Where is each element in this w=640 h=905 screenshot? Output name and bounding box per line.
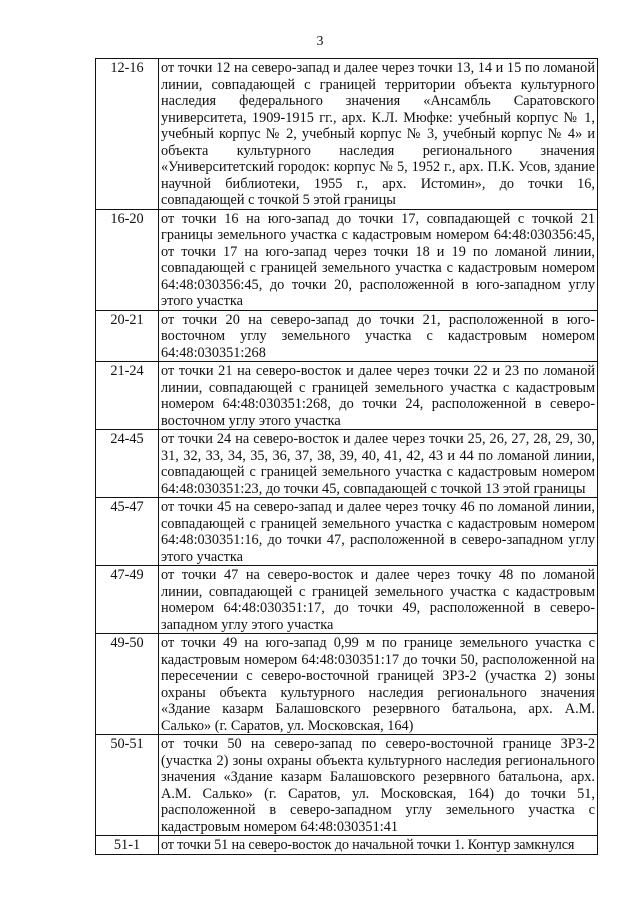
description-cell: от точки 24 на северо-восток и далее через точки 25, 26, 27, 28, 29, 30, 31, 32, 33, 34, 35, 36, 37, 38, 39, 40, 41, 42, 43 и 44 по ломаной линии, совпадающей с границей земельного участка с кадастровым номером 64:48:030351:23, до точки 45, совпадающей с точкой 13 этой границы: [159, 430, 598, 498]
table-row: [96, 59, 598, 210]
description-cell: от точки 20 на северо-запад до точки 21, расположенной в юго-восточном углу земельного участка с кадастровым номером 64:48:030351:268: [159, 310, 598, 362]
description-cell: от точки 50 на северо-запад по северо-восточной границе ЗРЗ-2 (участка 2) зоны охраны объекта культурного наследия регионального значения «Здание казарм Балашовского резервного батальона, арх. А.М. Салько» (г. Саратов, ул. Московская, 164) до точки 51, расположенной в северо-западном углу земельного участка с кадастровым номером 64:48:030351:41: [159, 735, 598, 836]
table-row: [96, 498, 598, 566]
description-cell: от точки 45 на северо-запад и далее через точку 46 по ломаной линии, совпадающей с границей земельного участка с кадастровым номером 64:48:030351:16, до точки 47, расположенной в северо-западном углу этого участка: [159, 498, 598, 566]
description-cell: от точки 12 на северо-запад и далее через точки 13, 14 и 15 по ломаной линии, совпадающей с границей территории объекта культурного наследия федерального значения «Ансамбль Саратовского университета, 1909-1915 гг., арх. К.Л. Мюфке: учебный корпус № 1, учебный корпус № 2, учебный корпус № 3, учебный корпус № 4» и объекта культурного наследия регионального значения «Университетский городок: корпус № 5, 1952 г., арх. П.К. Усов, здание научной библиотеки, 1955 г., арх. Истомин», до точки 16, совпадающей с точкой 5 этой границы: [159, 59, 598, 210]
description-cell: от точки 51 на северо-восток до начальной точки 1. Контур замкнулся: [159, 836, 598, 855]
segment-cell: 45-47: [96, 498, 159, 566]
description-cell: от точки 21 на северо-восток и далее через точки 22 и 23 по ломаной линии, совпадающей с границей земельного участка с кадастровым номером 64:48:030351:268, до точки 24, расположенной в северо-восточном углу этого участка: [159, 362, 598, 430]
table-row: [96, 634, 598, 735]
segment-cell: 51-1: [96, 836, 159, 855]
table-row: [96, 430, 598, 498]
segment-cell: 12-16: [96, 59, 159, 210]
table-row: [96, 362, 598, 430]
segment-cell: 49-50: [96, 634, 159, 735]
segment-cell: 16-20: [96, 209, 159, 310]
description-cell: от точки 16 на юго-запад до точки 17, совпадающей с точкой 21 границы земельного участка с кадастровым номером 64:48:030356:45, от точки 17 на юго-запад через точки 18 и 19 по ломаной линии, совпадающей с границей земельного участка с кадастровым номером 64:48:030356:45, до точки 20, расположенной в юго-западном углу этого участка: [159, 209, 598, 310]
table-row: [96, 566, 598, 634]
table-row: [96, 836, 598, 855]
segment-cell: 24-45: [96, 430, 159, 498]
description-cell: от точки 49 на юго-запад 0,99 м по границе земельного участка с кадастровым номером 64:48:030351:17 до точки 50, расположенной на пересечении с северо-восточной границей ЗРЗ-2 (участка 2) зоны охраны объекта культурного наследия регионального значения «Здание казарм Балашовского резервного батальона, арх. А.М. Салько» (г. Саратов, ул. Московская, 164): [159, 634, 598, 735]
boundary-description-table: [95, 58, 598, 855]
segment-cell: 47-49: [96, 566, 159, 634]
page-number: 3: [316, 34, 324, 49]
segment-cell: 20-21: [96, 310, 159, 362]
table-row: [96, 209, 598, 310]
table-row: [96, 735, 598, 836]
segment-cell: 21-24: [96, 362, 159, 430]
segment-cell: 50-51: [96, 735, 159, 836]
description-cell: от точки 47 на северо-восток и далее через точку 48 по ломаной линии, совпадающей с границей земельного участка с кадастровым номером 64:48:030351:17, до точки 49, расположенной в северо-западном углу этого участка: [159, 566, 598, 634]
table-row: [96, 310, 598, 362]
